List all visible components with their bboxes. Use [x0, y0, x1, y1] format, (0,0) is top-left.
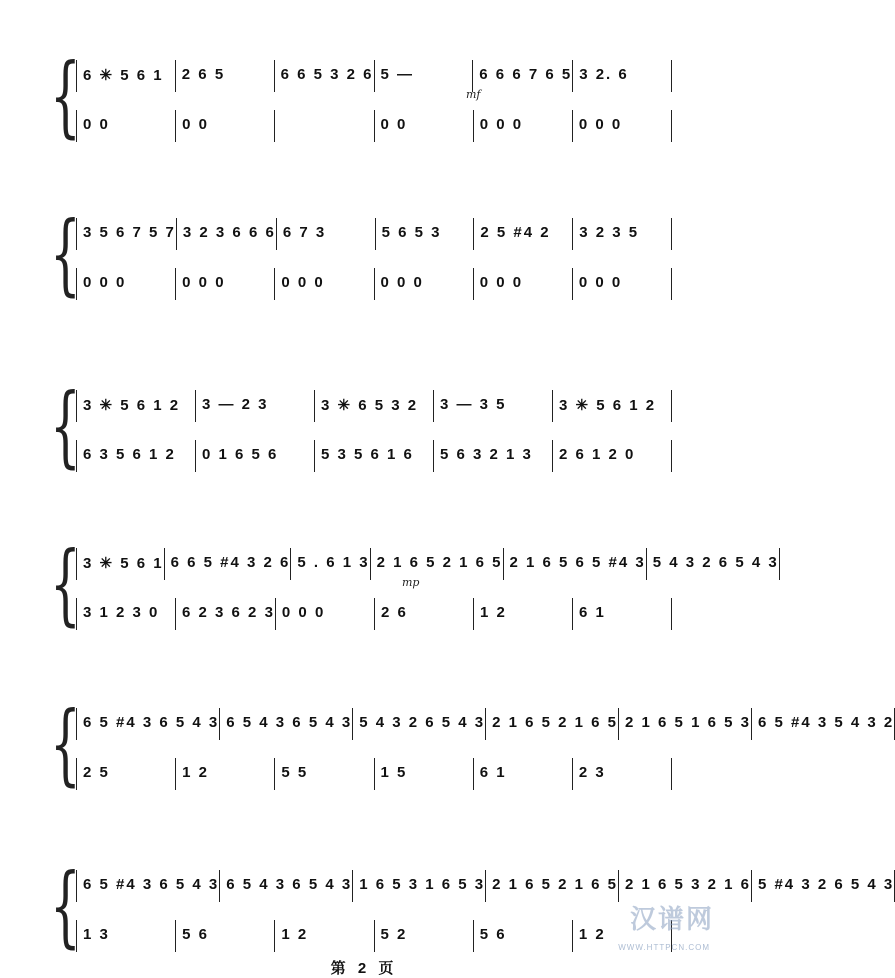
score-system [50, 532, 779, 640]
measure: 3 5 6 7 5 7 [76, 218, 176, 250]
score-system [50, 202, 672, 310]
measure: 0 0 0 [473, 110, 572, 142]
dynamic-marking: mp [402, 576, 420, 589]
measure: 1 2 [175, 758, 274, 790]
measure: 0 0 [76, 110, 175, 142]
measure: 0 0 [374, 110, 473, 142]
measure: 6 ✳ 5 6 1 [76, 60, 175, 92]
watermark-url: WWW.HTTPCN.COM [618, 943, 710, 952]
measure: 1 2 [473, 598, 572, 630]
measure: 2 5 #4 2 [473, 218, 572, 250]
measure: 3 ✳ 5 6 1 [76, 548, 164, 580]
measure: 0 0 0 [76, 268, 175, 300]
measure: 3 2 3 5 [572, 218, 672, 250]
upper-staff [76, 548, 779, 580]
lower-staff [76, 758, 672, 790]
page-number: 第 2 页 [330, 960, 398, 977]
dynamic-marking: mf [466, 88, 481, 101]
upper-staff [76, 870, 895, 902]
measure: 1 2 [572, 920, 672, 952]
measure: 6 5 #4 3 6 5 4 3 [76, 870, 219, 902]
measure: 0 0 0 [275, 598, 374, 630]
brace-icon: { [50, 374, 81, 477]
brace-icon: { [50, 202, 81, 305]
measure: 6 2 3 6 2 3 [175, 598, 275, 630]
brace-icon: { [50, 44, 81, 147]
brace-icon: { [50, 692, 81, 795]
measure: 5 6 3 2 1 3 [433, 440, 552, 472]
measure: 5 6 [473, 920, 572, 952]
measure: 3 — 2 3 [195, 390, 314, 422]
measure: 2 6 [374, 598, 473, 630]
measure: 0 0 [175, 110, 274, 142]
measure: 0 0 0 [473, 268, 572, 300]
measure: 3 ✳ 5 6 1 2 [552, 390, 672, 422]
measure: 2 1 6 5 2 1 6 5 [485, 870, 618, 902]
measure: 6 6 6 7 6 5 [472, 60, 572, 92]
measure: 1 2 [274, 920, 373, 952]
measure: 2 1 6 5 2 1 6 5 [370, 548, 503, 580]
measure: 2 1 6 5 3 2 1 6 [618, 870, 751, 902]
measure: 2 5 [76, 758, 175, 790]
measure [274, 110, 373, 142]
upper-staff [76, 60, 672, 92]
measure: 6 3 5 6 1 2 [76, 440, 195, 472]
upper-staff [76, 708, 895, 740]
measure: 6 5 #4 3 6 5 4 3 [76, 708, 219, 740]
measure: 6 1 [473, 758, 572, 790]
measure: 5 3 5 6 1 6 [314, 440, 433, 472]
lower-staff [76, 110, 672, 142]
measure: 2 1 6 5 2 1 6 5 [485, 708, 618, 740]
score-system [50, 374, 672, 482]
measure: 5 6 5 3 [375, 218, 474, 250]
measure: 3 1 2 3 0 [76, 598, 175, 630]
measure: 3 2. 6 [572, 60, 672, 92]
measure: 5 5 [274, 758, 373, 790]
score-system [50, 854, 895, 962]
measure: 6 5 4 3 6 5 4 3 [219, 870, 352, 902]
upper-staff [76, 218, 672, 250]
measure: 5 4 3 2 6 5 4 3 [352, 708, 485, 740]
upper-staff [76, 390, 672, 422]
score-system [50, 692, 895, 800]
measure: 0 0 0 [572, 268, 672, 300]
measure: 5 . 6 1 3 [290, 548, 369, 580]
measure: 3 ✳ 5 6 1 2 [76, 390, 195, 422]
measure: 2 1 6 5 6 5 #4 3 [503, 548, 646, 580]
lower-staff [76, 268, 672, 300]
measure: 2 6 1 2 0 [552, 440, 672, 472]
measure: 3 — 3 5 [433, 390, 552, 422]
measure: 1 3 [76, 920, 175, 952]
measure: 0 0 0 [374, 268, 473, 300]
measure: 3 2 3 6 6 6 [176, 218, 276, 250]
score-system [50, 44, 672, 152]
measure: 0 1 6 5 6 [195, 440, 314, 472]
measure: 1 6 5 3 1 6 5 3 [352, 870, 485, 902]
measure: 5 4 3 2 6 5 4 3 [646, 548, 780, 580]
measure: 6 6 5 3 2 6 [274, 60, 374, 92]
watermark-logo: 汉谱网 [629, 905, 714, 935]
measure: 5 2 [374, 920, 473, 952]
measure: 6 6 5 #4 3 2 6 [164, 548, 291, 580]
measure: 5 #4 3 2 6 5 4 3 [751, 870, 895, 902]
lower-staff [76, 440, 672, 472]
measure: 2 3 [572, 758, 672, 790]
lower-staff [76, 598, 672, 630]
measure: 6 7 3 [276, 218, 375, 250]
measure: 1 5 [374, 758, 473, 790]
measure: 0 0 0 [572, 110, 672, 142]
measure: 6 5 4 3 6 5 4 3 [219, 708, 352, 740]
measure: 5 — [374, 60, 473, 92]
measure: 0 0 0 [175, 268, 274, 300]
brace-icon: { [50, 854, 81, 957]
measure: 3 ✳ 6 5 3 2 [314, 390, 433, 422]
brace-icon: { [50, 532, 81, 635]
measure: 6 5 #4 3 5 4 3 2 [751, 708, 895, 740]
measure: 6 1 [572, 598, 672, 630]
measure: 2 1 6 5 1 6 5 3 [618, 708, 751, 740]
measure: 5 6 [175, 920, 274, 952]
measure: 2 6 5 [175, 60, 274, 92]
lower-staff [76, 920, 672, 952]
measure: 0 0 0 [274, 268, 373, 300]
